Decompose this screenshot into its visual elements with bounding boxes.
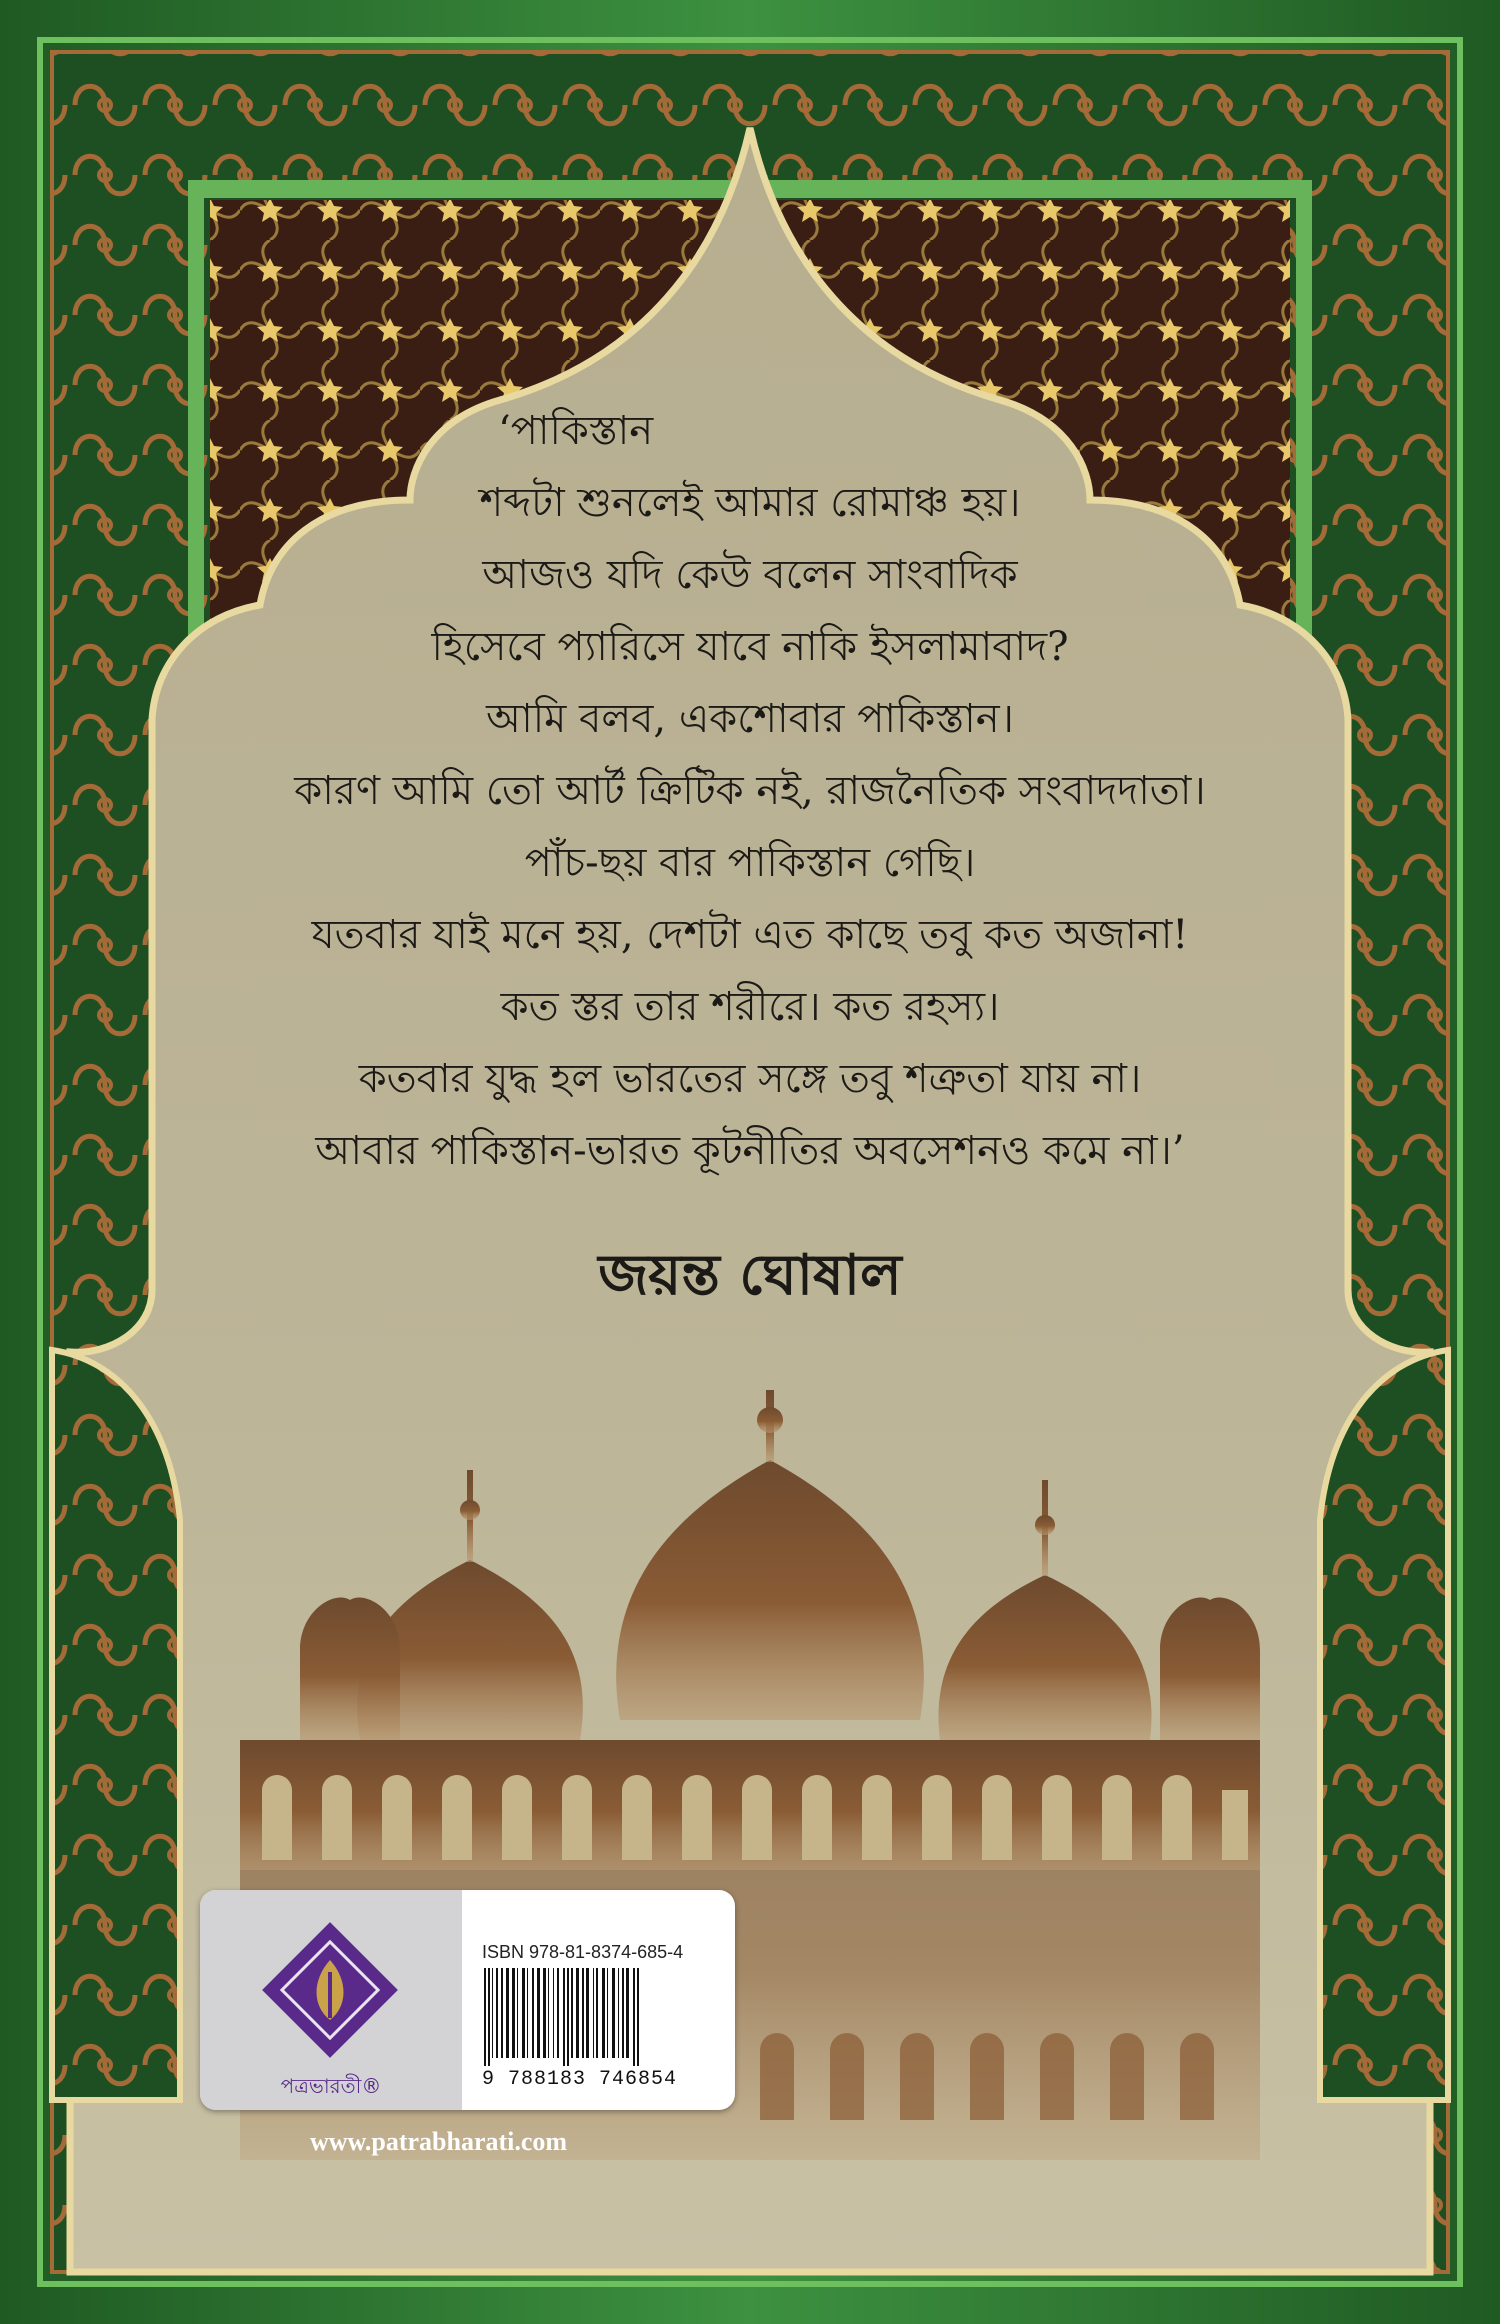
barcode-bar — [626, 1968, 629, 2058]
publisher-logo-icon — [260, 1920, 400, 2060]
blurb-line: আজও যদি কেউ বলেন সাংবাদিক — [482, 552, 1018, 598]
barcode-bar — [532, 1968, 534, 2058]
barcode-bar — [582, 1968, 584, 2058]
barcode-bar — [553, 1968, 554, 2058]
barcode-bar — [488, 1968, 490, 2066]
barcode-card — [200, 1890, 735, 2110]
barcode-bar — [557, 1968, 559, 2058]
barcode-bar — [593, 1968, 594, 2058]
barcode-bar — [484, 1968, 486, 2066]
blurb-line: কতবার যুদ্ধ হল ভারতের সঙ্গে তবু শত্রুতা যায় না। — [358, 1056, 1142, 1102]
blurb-line: যতবার যাই মনে হয়, দেশটা এত কাছে তবু কত অজানা! — [311, 912, 1189, 958]
blurb-text — [180, 395, 1320, 1187]
publisher-logo-panel — [200, 1890, 462, 2110]
blurb-line: কারণ আমি তো আর্ট ক্রিটিক নই, রাজনৈতিক সংবাদদাতা। — [294, 768, 1206, 814]
barcode-bar — [633, 1968, 635, 2066]
barcode-bar — [563, 1968, 565, 2066]
barcode-bar — [576, 1968, 579, 2058]
barcode-bar — [618, 1968, 619, 2058]
blurb-line: আবার পাকিস্তান-ভারত কূটনীতির অবসেশনও কমে না।’ — [315, 1128, 1185, 1174]
barcode-bar — [517, 1968, 518, 2058]
barcode-bar — [543, 1968, 546, 2058]
barcode-bar — [607, 1968, 608, 2058]
blurb-line: আমি বলব, একশোবার পাকিস্তান। — [486, 696, 1014, 742]
barcode-bar — [571, 1968, 573, 2058]
blurb-line: ‘পাকিস্তান — [498, 408, 654, 454]
barcode-bar — [596, 1968, 598, 2058]
barcode-bar — [512, 1968, 515, 2058]
barcode-bar — [586, 1968, 589, 2058]
barcode-bar — [501, 1968, 503, 2058]
barcode-bar — [537, 1968, 540, 2058]
barcode-bar — [506, 1968, 509, 2058]
author-name: জয়ন্ত ঘোষাল — [598, 1242, 902, 1308]
blurb-line: শব্দটা শুনলেই আমার রোমাঞ্চ হয়। — [479, 480, 1021, 526]
barcode-bar — [492, 1968, 493, 2058]
barcode-bar — [637, 1968, 639, 2066]
barcode-bar — [612, 1968, 615, 2058]
publisher-website-link[interactable]: www.patrabharati.com — [310, 2127, 568, 2156]
isbn-barcode — [482, 1968, 714, 2066]
isbn-label: ISBN 978-81-8374-685-4 — [482, 1942, 684, 1962]
barcode-bar — [496, 1968, 498, 2058]
barcode-bar — [567, 1968, 569, 2066]
barcode-bar — [602, 1968, 605, 2058]
barcode-bar — [548, 1968, 549, 2058]
barcode-digits: 9 788183 746854 — [482, 2068, 678, 2091]
blurb-line: পাঁচ-ছয় বার পাকিস্তান গেছি। — [524, 840, 976, 886]
barcode-bar — [622, 1968, 624, 2058]
blurb-line: কত স্তর তার শরীরে। কত রহস্য। — [500, 984, 1000, 1030]
publisher-name: পত্রভারতী® — [280, 2074, 382, 2098]
blurb-line: হিসেবে প্যারিসে যাবে নাকি ইসলামাবাদ? — [431, 624, 1069, 670]
barcode-bar — [522, 1968, 525, 2058]
barcode-bar — [527, 1968, 528, 2058]
